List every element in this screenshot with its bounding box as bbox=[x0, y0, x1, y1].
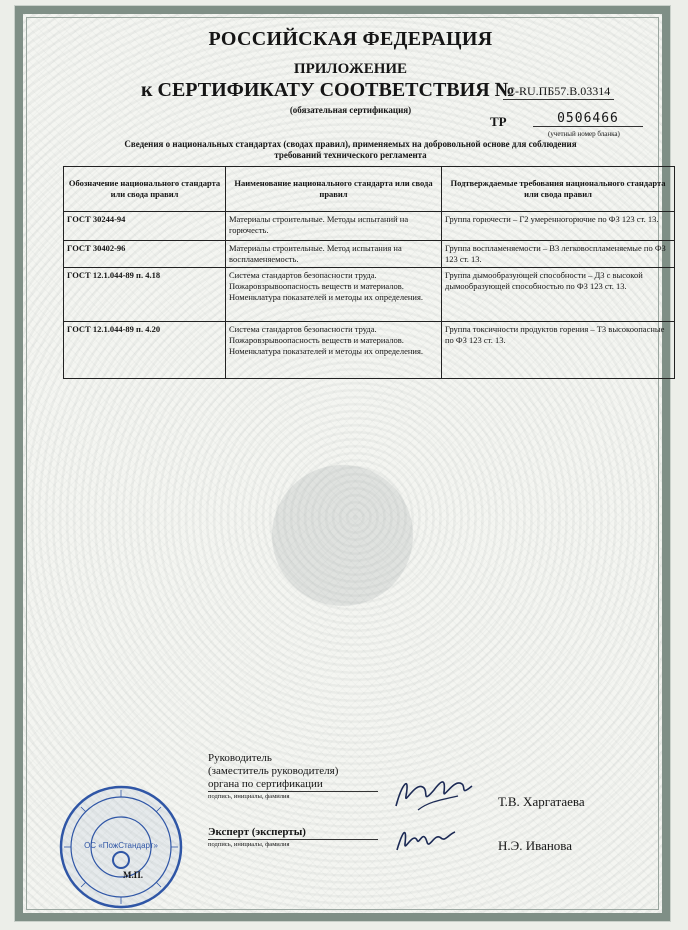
expert-title: Эксперт (эксперты) bbox=[208, 826, 306, 838]
organization-stamp bbox=[56, 782, 186, 912]
column-header-requirement: Подтверждаемые требования национального стандарта или свода правил bbox=[442, 167, 675, 212]
table-row bbox=[64, 268, 675, 322]
certificate-number: C-RU.ПБ57.В.03314 bbox=[503, 84, 614, 100]
column-header-name: Наименование национального стандарта или свода правил bbox=[226, 167, 442, 212]
table-header-row bbox=[64, 167, 675, 212]
expert-signature-block bbox=[208, 826, 378, 849]
standards-table bbox=[63, 166, 675, 379]
head-title-line3: органа по сертификации bbox=[208, 778, 323, 790]
standard-requirement: Группа токсичности продуктов горения – Т3 высокоопасные по ФЗ 123 ст. 13. bbox=[442, 322, 675, 379]
table-caption: Сведения о национальных стандартах (сводах правил), применяемых на добровольной основе для соблюдения требований технического регламента bbox=[124, 139, 577, 160]
head-name: Т.В. Харгатаева bbox=[498, 794, 585, 809]
standard-name: Система стандартов безопасности труда. Пожаровзрывоопасность веществ и материалов. Номенклатура показателей и методы их определения. bbox=[226, 268, 442, 322]
tr-label: ТР bbox=[490, 114, 507, 129]
stamp-text: OC «ПожСтандарт» bbox=[84, 841, 158, 850]
standard-name: Система стандартов безопасности труда. Пожаровзрывоопасность веществ и материалов. Номенклатура показателей и методы их определения. bbox=[226, 322, 442, 379]
country-heading: РОССИЙСКАЯ ФЕДЕРАЦИЯ bbox=[208, 28, 493, 50]
standard-code: ГОСТ 12.1.044-89 п. 4.20 bbox=[64, 322, 226, 379]
column-header-code: Обозначение национального стандарта или свода правил bbox=[64, 167, 226, 212]
table-row bbox=[64, 212, 675, 241]
standard-requirement: Группа горючести – Г2 умеренногорючие по ФЗ 123 ст. 13. bbox=[442, 212, 675, 241]
form-number: 0506466 bbox=[533, 111, 643, 127]
certification-type: (обязательная сертификация) bbox=[289, 105, 412, 115]
head-title-line1: Руководитель bbox=[208, 752, 272, 764]
standard-code: ГОСТ 30244-94 bbox=[64, 212, 226, 241]
appendix-title: ПРИЛОЖЕНИЕ bbox=[293, 61, 408, 77]
head-caption: подпись, инициалы, фамилия bbox=[208, 791, 378, 801]
standard-requirement: Группа воспламеняемости – В3 легковоспламеняемые по ФЗ 123 ст. 13. bbox=[442, 241, 675, 268]
standard-name: Материалы строительные. Метод испытания на воспламеняемость. bbox=[226, 241, 442, 268]
certificate-title: к СЕРТИФИКАТУ СООТВЕТСТВИЯ № bbox=[141, 79, 515, 101]
standard-code: ГОСТ 12.1.044-89 п. 4.18 bbox=[64, 268, 226, 322]
form-number-caption: (учетный номер бланка) bbox=[548, 130, 620, 138]
security-frame bbox=[15, 6, 670, 921]
mp-label: М.П. bbox=[123, 870, 143, 880]
table-row bbox=[64, 241, 675, 268]
table-row bbox=[64, 322, 675, 379]
expert-signature-scribble bbox=[391, 820, 461, 856]
expert-caption: подпись, инициалы, фамилия bbox=[208, 839, 378, 849]
standard-requirement: Группа дымообразующей способности – Д3 с высокой дымообразующей способностью по ФЗ 123 ст. 13. bbox=[442, 268, 675, 322]
head-signature-block bbox=[208, 752, 378, 801]
standard-name: Материалы строительные. Методы испытаний на горючесть. bbox=[226, 212, 442, 241]
head-signature-scribble bbox=[388, 766, 478, 814]
standard-code: ГОСТ 30402-96 bbox=[64, 241, 226, 268]
expert-name: Н.Э. Иванова bbox=[498, 838, 573, 853]
head-title-line2: (заместитель руководителя) bbox=[208, 765, 339, 777]
